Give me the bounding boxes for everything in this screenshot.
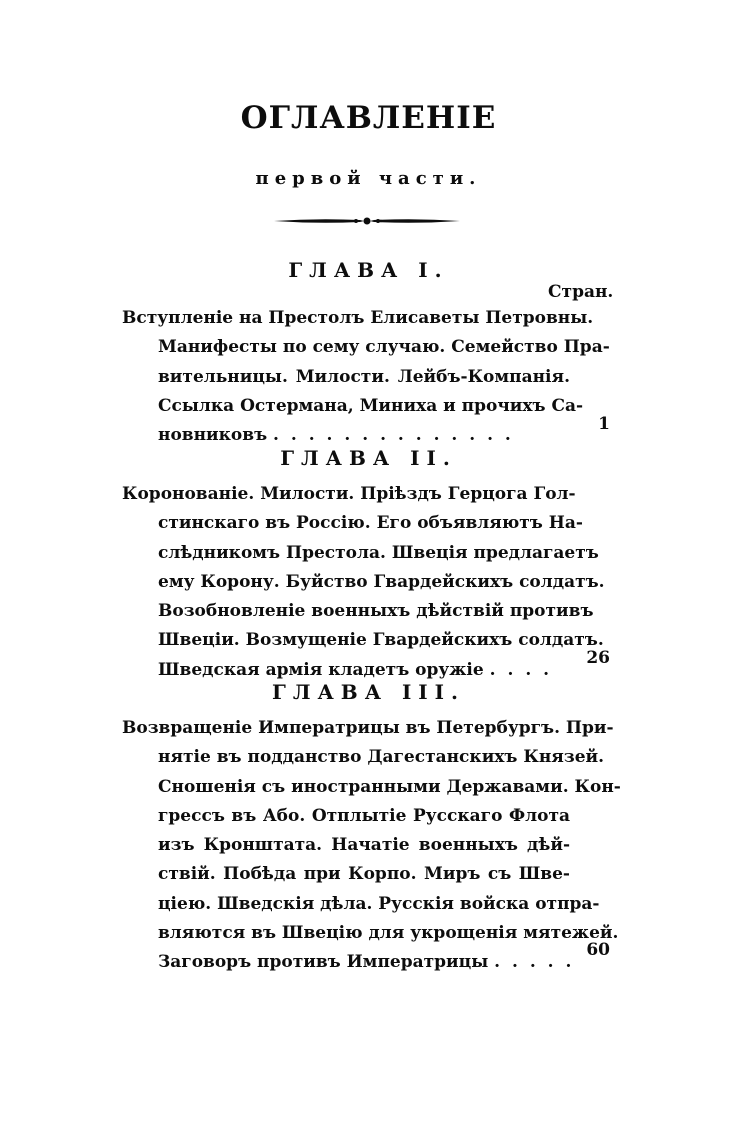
chapter-heading-1: ГЛАВА I. [288,258,449,282]
entry-line: ціею. Шведскія дѣла. Русскія войска отпра- [158,893,600,914]
dot-leader: . . . . . [494,952,575,973]
dot-leader: . . . . [489,659,553,680]
entry-line-text: Шведская армія кладетъ оружіе [158,659,484,680]
page-number-3: 60 [586,940,610,960]
entry-line: изъ Кронштата. Начатіе военныхъ дѣй- [158,835,570,856]
page-title: ОГЛАВЛЕНIЕ [240,100,497,136]
chapter-heading-2: ГЛАВА II. [280,446,457,470]
entry-line: грессъ въ Або. Отплытіе Русскаго Флота [158,805,570,826]
entry-line: ему Корону. Буйство Гвардейскихъ солдатъ. [158,571,605,592]
page-column-label: Стран. [548,282,614,302]
chapter-heading-3: ГЛАВА III. [272,680,465,704]
entry-line-text: Заговоръ противъ Императрицы [158,952,489,973]
entry-line: вительницы. Милости. Лейбъ-Компанія. [158,366,570,387]
toc-entry-1 [122,304,610,450]
dot-leader: . . . . . . . . . . . . . . [273,425,514,446]
entry-line: слѣдникомъ Престола. Швеція предлагаетъ [158,542,599,563]
entry-line-text: новниковъ [158,425,268,446]
entry-line: Манифесты по сему случаю. Семейство Пра- [158,337,610,358]
page-number-2: 26 [586,648,610,668]
page-number-1: 1 [598,414,610,434]
entry-line: Возобновленіе военныхъ дѣйствій противъ [158,601,594,622]
entry-line: Сношенія съ иностранными Державами. Кон- [158,776,621,797]
entry-line: нятіе въ подданство Дагестанскихъ Князей. [158,747,605,768]
entry-line: Коронованіе. Милости. Пріѣздъ Герцога Гол- [122,484,576,504]
entry-line-last [122,948,575,977]
page-subtitle: первой части. [255,168,482,189]
entry-line: Возвращеніе Императрицы въ Петербургъ. При- [122,718,614,738]
entry-line: ствій. Побѣда при Корпо. Миръ съ Шве- [158,864,570,885]
ornament-divider-icon [272,210,462,232]
entry-line: Вступленіе на Престолъ Елисаветы Петровны. [122,308,594,328]
entry-line: вляются въ Швецію для укрощенія мятежей. [158,923,619,944]
entry-line: Ссылка Остермана, Миниха и прочихъ Са- [158,395,584,416]
entry-line: Швеціи. Возмущеніе Гвардейскихъ солдатъ. [158,630,604,651]
entry-line: стинскаго въ Россію. Его объявляютъ На- [158,513,583,534]
